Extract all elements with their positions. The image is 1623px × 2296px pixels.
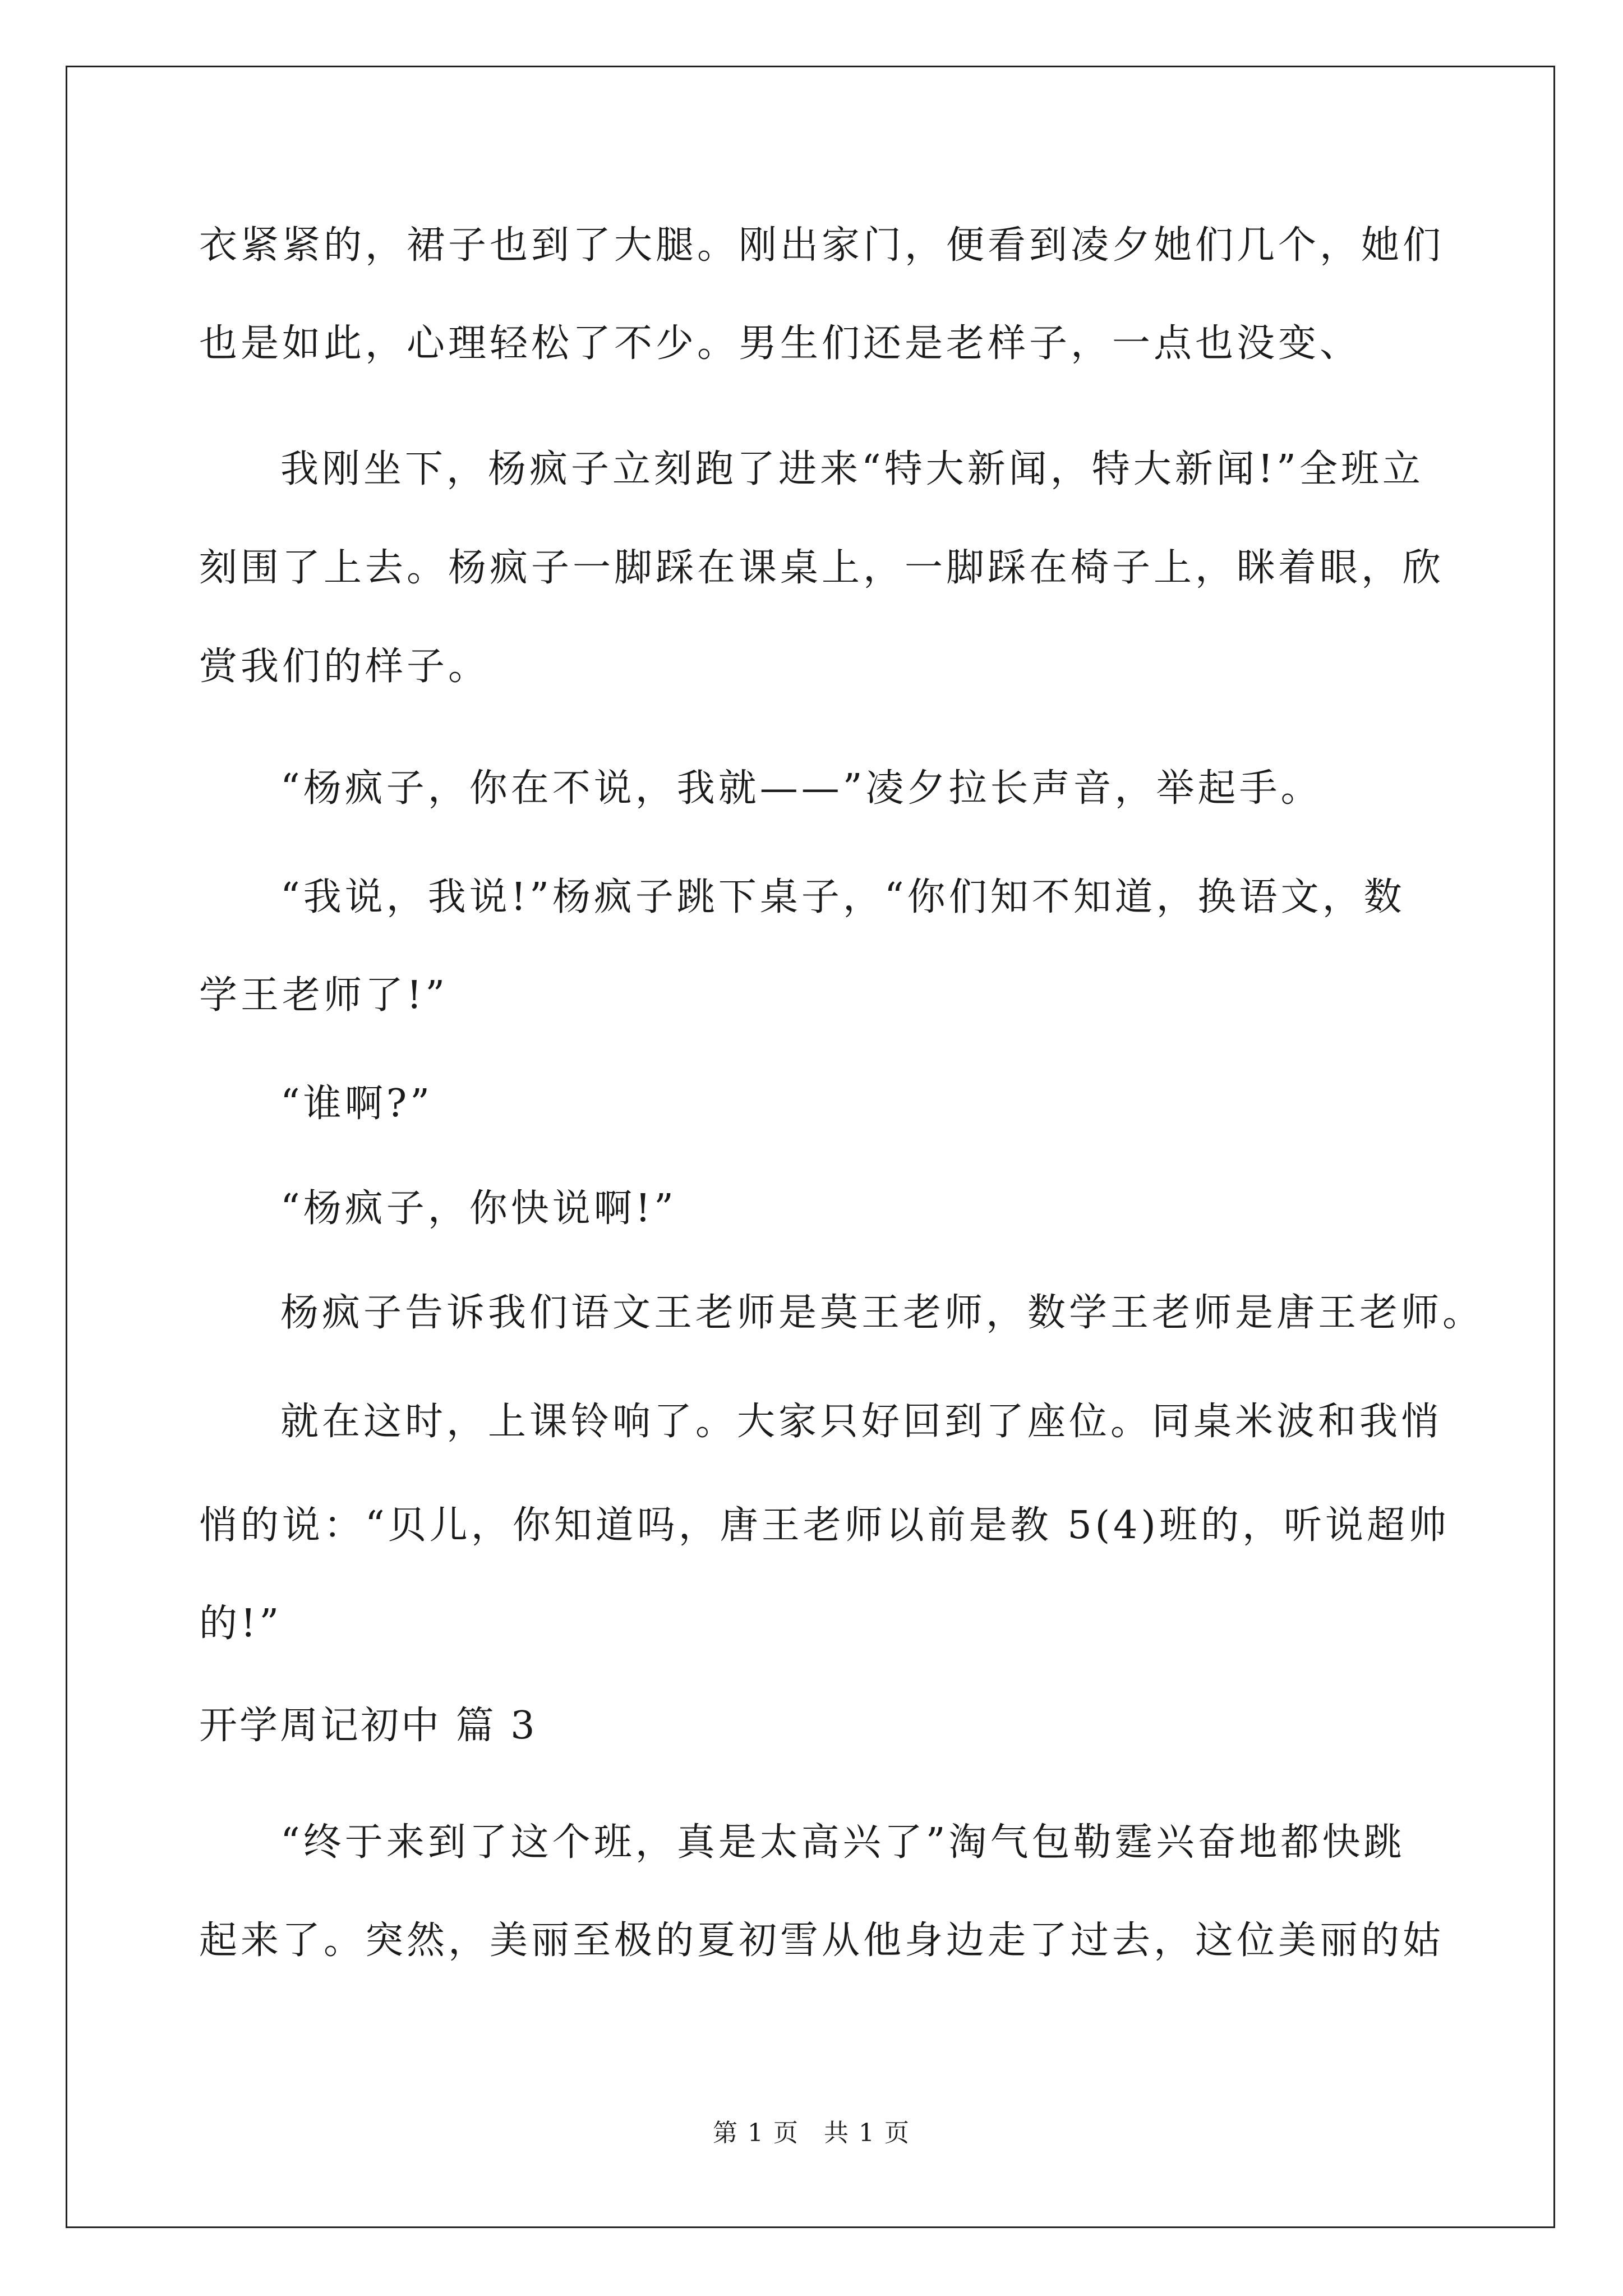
text-line: 也是如此，心理轻松了不少。男生们还是老样子，一点也没变、 (199, 321, 1362, 366)
text-line: “谁啊?” (280, 1082, 433, 1126)
text-line: 刻围了上去。杨疯子一脚踩在课桌上，一脚踩在椅子上，眯着眼，欣 (199, 546, 1445, 590)
text-line: 赏我们的样子。 (199, 645, 490, 689)
page-total: 共 1 页 (824, 2119, 910, 2147)
page-footer (0, 2118, 1623, 2149)
text-line: 起来了。突然，美丽至极的夏初雪从他身边走了过去，这位美丽的姑 (199, 1918, 1445, 1963)
page-number: 第 1 页 (713, 2119, 799, 2147)
text-line: 杨疯子告诉我们语文王老师是莫王老师，数学王老师是唐王老师。 (280, 1291, 1484, 1335)
text-line: 衣紧紧的，裙子也到了大腿。刚出家门，便看到凌夕她们几个，她们 (199, 223, 1445, 268)
text-line: “杨疯子，你快说啊!” (280, 1186, 677, 1231)
text-line: 的!” (199, 1602, 283, 1646)
text-line: 学王老师了!” (199, 973, 449, 1018)
text-line: “杨疯子，你在不说，我就——”凌夕拉长声音，举起手。 (280, 766, 1322, 811)
text-line: 悄的说：“贝儿，你知道吗，唐王老师以前是教 5(4)班的，听说超帅 (199, 1503, 1450, 1548)
page-border (66, 66, 1555, 2228)
section-heading: 开学周记初中 篇 3 (199, 1704, 537, 1748)
text-line: 就在这时，上课铃响了。大家只好回到了座位。同桌米波和我悄 (280, 1400, 1443, 1444)
text-line: “终于来到了这个班，真是太高兴了”淘气包勒霆兴奋地都快跳 (280, 1820, 1405, 1865)
text-line: “我说，我说!”杨疯子跳下桌子，“你们知不知道，换语文，数 (280, 875, 1405, 919)
text-line: 我刚坐下，杨疯子立刻跑了进来“特大新闻，特大新闻!”全班立 (280, 447, 1424, 491)
